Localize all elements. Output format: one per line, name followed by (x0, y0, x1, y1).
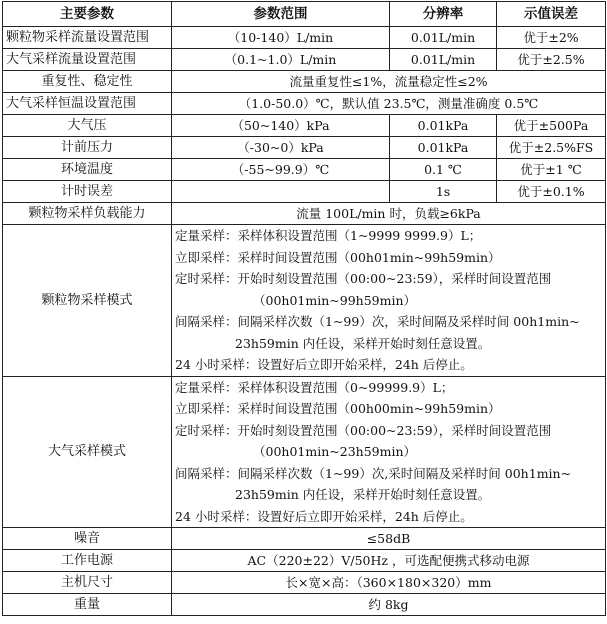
param-name: 计前压力 (3, 137, 172, 159)
param-name: 大气压 (3, 115, 172, 137)
param-error: 优于±500Pa (497, 115, 606, 137)
mode-line: （00h01min~99h59min） (253, 292, 417, 308)
table-row (3, 159, 606, 181)
table-row (3, 181, 606, 203)
param-name: 工作电源 (3, 550, 172, 572)
param-resolution: 0.01L/min (390, 27, 497, 49)
mode-line: 间隔采样：间隔采样次数（1~99）次，采时间隔及采样时间 00h1min~ (175, 314, 580, 329)
param-name: 重量 (3, 594, 172, 616)
param-name: 大气采样流量设置范围 (3, 49, 172, 71)
param-range: （10-140）L/min (172, 27, 390, 49)
param-error: 优于±0.1% (497, 181, 606, 203)
table-row (3, 115, 606, 137)
param-range: （-30~0）kPa (172, 137, 390, 159)
param-range (172, 181, 390, 203)
param-error: 优于±2.5% (497, 49, 606, 71)
param-range: （50~140）kPa (172, 115, 390, 137)
particle-mode-details (172, 225, 606, 377)
table-row (3, 594, 606, 616)
table-row (3, 27, 606, 49)
mode-line: （00h01min~23h59min） (253, 444, 417, 459)
param-name: 主机尺寸 (3, 572, 172, 594)
param-resolution: 0.01kPa (390, 137, 497, 159)
param-name: 颗粒物采样负载能力 (3, 203, 172, 225)
param-name: 颗粒物采样流量设置范围 (3, 27, 172, 49)
param-range: （-55~99.9）℃ (172, 159, 390, 181)
param-error: 优于±1 ℃ (497, 159, 606, 181)
air-mode-details (172, 376, 606, 528)
table-row (3, 203, 606, 225)
param-name: 噪音 (3, 528, 172, 550)
spec-table (2, 1, 606, 616)
header-row (3, 2, 606, 27)
param-name: 大气采样模式 (3, 376, 172, 528)
param-merged-value: 流量 100L/min 时，负载≥6kPa (172, 203, 606, 225)
table-row (3, 528, 606, 550)
param-name: 计时误差 (3, 181, 172, 203)
table-row (3, 71, 606, 93)
header-error: 示值误差 (497, 2, 606, 27)
param-resolution: 1s (390, 181, 497, 203)
header-range: 参数范围 (172, 2, 390, 27)
table-row (3, 49, 606, 71)
header-resolution: 分辨率 (390, 2, 497, 27)
param-merged-value: 长×宽×高：（360×180×320）mm (172, 572, 606, 594)
mode-line: 立即采样：采样时间设置范围（00h01min~99h59min） (175, 249, 501, 265)
param-error: 优于±2.5%FS (497, 137, 606, 159)
table-row (3, 550, 606, 572)
mode-line: 23h59min 内任设，采样开始时刻任意设置。 (235, 487, 491, 502)
param-resolution: 0.01L/min (390, 49, 497, 71)
table-row (3, 93, 606, 115)
param-error: 优于±2% (497, 27, 606, 49)
table-row (3, 137, 606, 159)
mode-line: 定量采样：采样体积设置范围（1~9999 9999.9）L； (175, 228, 482, 243)
mode-line: 定时采样：开始时刻设置范围（00:00~23:59），采样时间设置范围 (175, 422, 552, 438)
param-merged-value: AC（220±22）V/50Hz ，可选配便携式移动电源 (172, 550, 606, 572)
mode-line: 定时采样：开始时刻设置范围（00:00~23:59），采样时间设置范围 (175, 271, 552, 286)
param-merged-value: 约 8kg (172, 594, 606, 616)
mode-line: 立即采样：采样时间设置范围（00h00min~99h59min） (175, 401, 501, 416)
mode-line: 24 小时采样：设置好后立即开始采样，24h 后停止。 (175, 357, 473, 372)
mode-line: 24 小时采样：设置好后立即开始采样，24h 后停止。 (175, 508, 473, 524)
param-merged-value: ≤58dB (172, 528, 606, 550)
param-name: 环境温度 (3, 159, 172, 181)
param-resolution: 0.1 ℃ (390, 159, 497, 181)
mode-line: 间隔采样：间隔采样次数（1~99）次,采时间隔及采样时间 00h1min~ (175, 465, 572, 481)
table-row (3, 572, 606, 594)
table-row-particle-mode (3, 225, 606, 377)
table-row-air-mode (3, 376, 606, 528)
param-resolution: 0.01kPa (390, 115, 497, 137)
param-name: 颗粒物采样模式 (3, 225, 172, 377)
mode-line: 23h59min 内任设，采样开始时刻任意设置。 (235, 335, 491, 351)
param-name: 重复性、稳定性 (3, 71, 172, 93)
param-merged-value: （1.0-50.0）℃，默认值 23.5℃，测量准确度 0.5℃ (172, 93, 606, 115)
param-merged-value: 流量重复性≤1%，流量稳定性≤2% (172, 71, 606, 93)
mode-line: 定量采样：采样体积设置范围（0~99999.9）L； (175, 379, 454, 395)
param-range: （0.1~1.0）L/min (172, 49, 390, 71)
param-name: 大气采样恒温设置范围 (3, 93, 172, 115)
header-param: 主要参数 (3, 2, 172, 27)
